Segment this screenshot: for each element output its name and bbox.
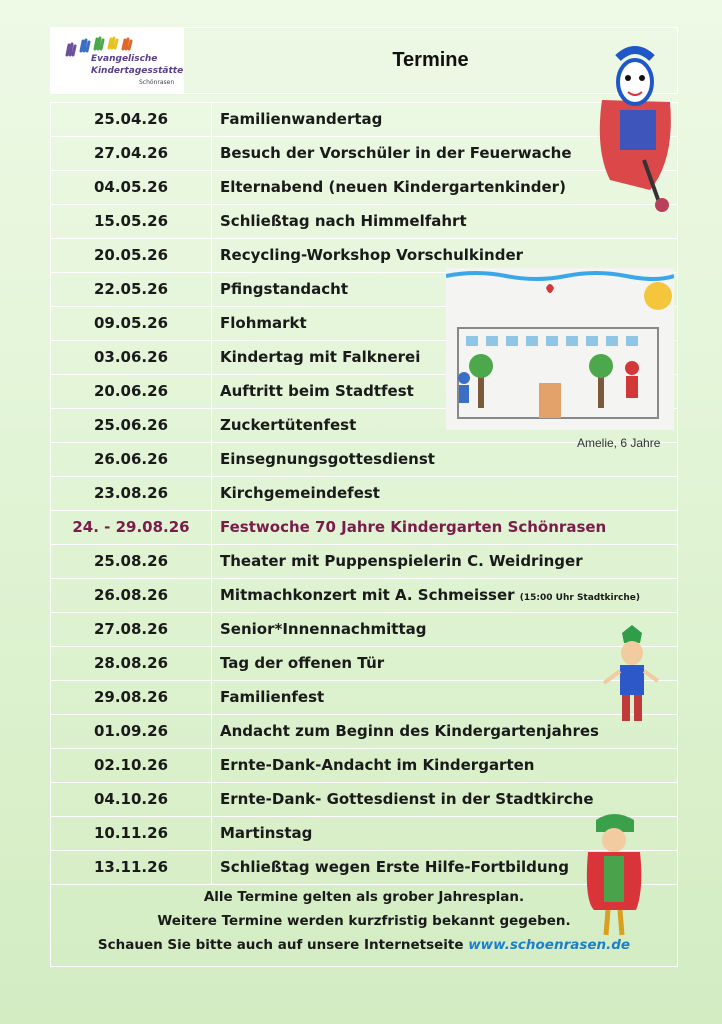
event-date: 29.08.26 xyxy=(51,681,212,714)
event-title xyxy=(220,749,673,782)
logo-text-line2: Kindertagesstätte xyxy=(91,66,184,76)
event-date: 27.08.26 xyxy=(51,613,212,646)
event-title-text: Recycling-Workshop Vorschulkinder xyxy=(220,246,524,264)
table-row xyxy=(51,715,677,749)
footer-line-2: Weitere Termine werden kurzfristig bekannt gegeben. xyxy=(157,913,571,929)
child-drawing-figure-2 xyxy=(600,625,662,733)
event-title xyxy=(220,477,673,510)
event-date: 26.08.26 xyxy=(51,579,212,612)
event-date: 15.05.26 xyxy=(51,205,212,238)
event-title-text: Theater mit Puppenspielerin C. Weidringer xyxy=(220,552,583,570)
website-link[interactable]: www.schoenrasen.de xyxy=(468,937,631,953)
footer-line-3-text: Schauen Sie bitte auch auf unsere Internetseite xyxy=(97,937,469,953)
event-date: 03.06.26 xyxy=(51,341,212,374)
event-title-text: Ernte-Dank-Andacht im Kindergarten xyxy=(220,756,535,774)
event-title-text: Zuckertütenfest xyxy=(220,416,357,434)
table-row xyxy=(51,749,677,783)
child-drawing-figure-1 xyxy=(590,40,680,215)
table-row xyxy=(51,579,677,613)
event-date: 23.08.26 xyxy=(51,477,212,510)
event-title-text: Flohmarkt xyxy=(220,314,307,332)
logo-text-line1: Evangelische xyxy=(91,54,158,64)
header xyxy=(50,27,678,94)
event-title-text: Pfingstandacht xyxy=(220,280,349,298)
table-row xyxy=(51,613,677,647)
event-title-text: Schließtag nach Himmelfahrt xyxy=(220,212,467,230)
table-row xyxy=(51,681,677,715)
event-date: 02.10.26 xyxy=(51,749,212,782)
drawing-caption: Amelie, 6 Jahre xyxy=(577,436,661,450)
event-title xyxy=(220,579,673,612)
child-drawing-figure-3 xyxy=(578,810,650,940)
event-date: 01.09.26 xyxy=(51,715,212,748)
event-date: 09.05.26 xyxy=(51,307,212,340)
table-row xyxy=(51,103,677,137)
event-title-text: Einsegnungsgottesdienst xyxy=(220,450,435,468)
event-title-text: Besuch der Vorschüler in der Feuerwache xyxy=(220,144,572,162)
event-title-text: Ernte-Dank- Gottesdienst in der Stadtkirche xyxy=(220,790,594,808)
event-date: 24. - 29.08.26 xyxy=(51,511,212,544)
event-title-text: Schließtag wegen Erste Hilfe-Fortbildung xyxy=(220,858,569,876)
event-date: 20.05.26 xyxy=(51,239,212,272)
event-title-text: Mitmachkonzert mit A. Schmeisser xyxy=(220,586,515,604)
event-date: 25.08.26 xyxy=(51,545,212,578)
footer-line-1: Alle Termine gelten als grober Jahresplan. xyxy=(203,889,525,905)
event-date: 28.08.26 xyxy=(51,647,212,680)
table-row xyxy=(51,205,677,239)
table-row xyxy=(51,511,677,545)
event-date: 04.10.26 xyxy=(51,783,212,816)
event-title-text: Familienfest xyxy=(220,688,325,706)
event-date: 20.06.26 xyxy=(51,375,212,408)
event-title-text: Festwoche 70 Jahre Kindergarten Schönrasen xyxy=(220,518,607,536)
table-row xyxy=(51,647,677,681)
table-row xyxy=(51,171,677,205)
event-date: 13.11.26 xyxy=(51,851,212,884)
event-date: 27.04.26 xyxy=(51,137,212,170)
logo-text-line3: Schönrasen xyxy=(139,79,175,86)
table-row xyxy=(51,545,677,579)
event-title-text: Senior*Innennachmittag xyxy=(220,620,427,638)
event-date: 25.04.26 xyxy=(51,103,212,136)
event-date: 26.06.26 xyxy=(51,443,212,476)
event-date: 04.05.26 xyxy=(51,171,212,204)
event-title-text: Tag der offenen Tür xyxy=(220,654,385,672)
event-title-text: Familienwandertag xyxy=(220,110,383,128)
event-title xyxy=(220,545,673,578)
event-date: 25.06.26 xyxy=(51,409,212,442)
event-title-text: Auftritt beim Stadtfest xyxy=(220,382,414,400)
event-note: (15:00 Uhr Stadtkirche) xyxy=(519,593,641,603)
event-title-text: Kirchgemeindefest xyxy=(220,484,380,502)
event-title-text: Elternabend (neuen Kindergartenkinder) xyxy=(220,178,566,196)
table-row xyxy=(51,137,677,171)
event-title xyxy=(220,511,673,544)
child-drawing-building xyxy=(446,268,674,430)
event-title-text: Kindertag mit Falknerei xyxy=(220,348,421,366)
event-title-text: Andacht zum Beginn des Kindergartenjahres xyxy=(220,722,599,740)
event-date: 22.05.26 xyxy=(51,273,212,306)
table-row xyxy=(51,477,677,511)
event-date: 10.11.26 xyxy=(51,817,212,850)
logo xyxy=(51,28,184,93)
page-title: Termine xyxy=(392,49,469,71)
event-title-text: Martinstag xyxy=(220,824,313,842)
